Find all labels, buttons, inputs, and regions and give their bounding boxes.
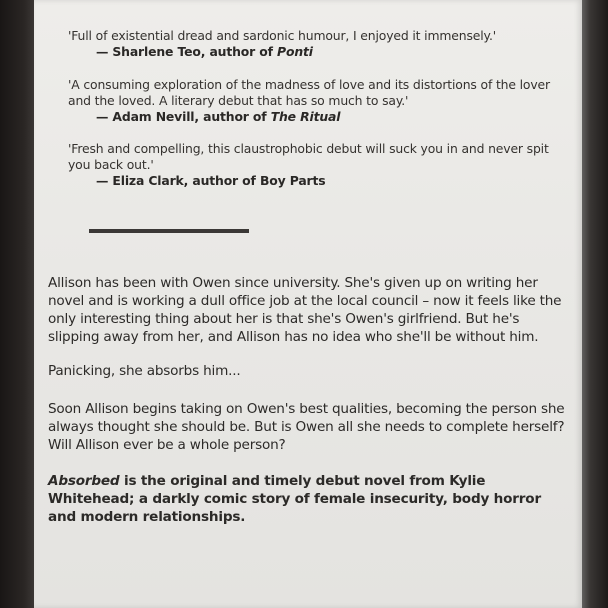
blurb-paragraph-1: Allison has been with Owen since university. She's given up on writing her novel and is working a dull office job at the local council – now it feels like the only interesting thing about her is that she's Owen's girlfriend. But he's slipping away from her, and Allison has no idea who she'll be without him. [48, 275, 562, 345]
attribution-work: The Ritual [270, 109, 341, 124]
attribution-prefix: — Eliza Clark, author of [96, 173, 260, 188]
review-quote-3 [68, 141, 558, 189]
quote-attribution [68, 44, 558, 60]
attribution-prefix: — Sharlene Teo, author of [96, 44, 278, 59]
attribution-work: Boy Parts [259, 173, 326, 188]
blurb-paragraph-4 [48, 472, 568, 526]
blurb-paragraph-2: Panicking, she absorbs him... [48, 363, 241, 379]
book-back-cover [34, 0, 582, 608]
attribution-prefix: — Adam Nevill, author of [96, 109, 271, 124]
book-title: Absorbed [48, 473, 120, 489]
quote-attribution [68, 173, 558, 189]
section-divider [89, 229, 249, 233]
quote-text: 'A consuming exploration of the madness of love and its distortions of the lover and the loved. A literary debut that has so much to say.' [68, 77, 550, 108]
blurb-paragraph-4-text: is the original and timely debut novel from Kylie Whitehead; a darkly comic story of female insecurity, body horror and modern relationships. [48, 473, 541, 525]
book-spine-edge [580, 0, 608, 608]
attribution-work: Ponti [277, 44, 313, 59]
review-quote-1 [68, 28, 558, 60]
quote-text: 'Full of existential dread and sardonic humour, I enjoyed it immensely.' [68, 28, 496, 43]
blurb-paragraph-3: Soon Allison begins taking on Owen's best qualities, becoming the person she always thought she should be. But is Owen all she needs to complete herself? Will Allison ever be a whole person? [48, 401, 565, 453]
background-left-edge [0, 0, 34, 608]
review-quote-2 [68, 77, 558, 125]
quote-text: 'Fresh and compelling, this claustrophobic debut will suck you in and never spit you back out.' [68, 141, 549, 172]
quote-attribution [68, 109, 558, 125]
